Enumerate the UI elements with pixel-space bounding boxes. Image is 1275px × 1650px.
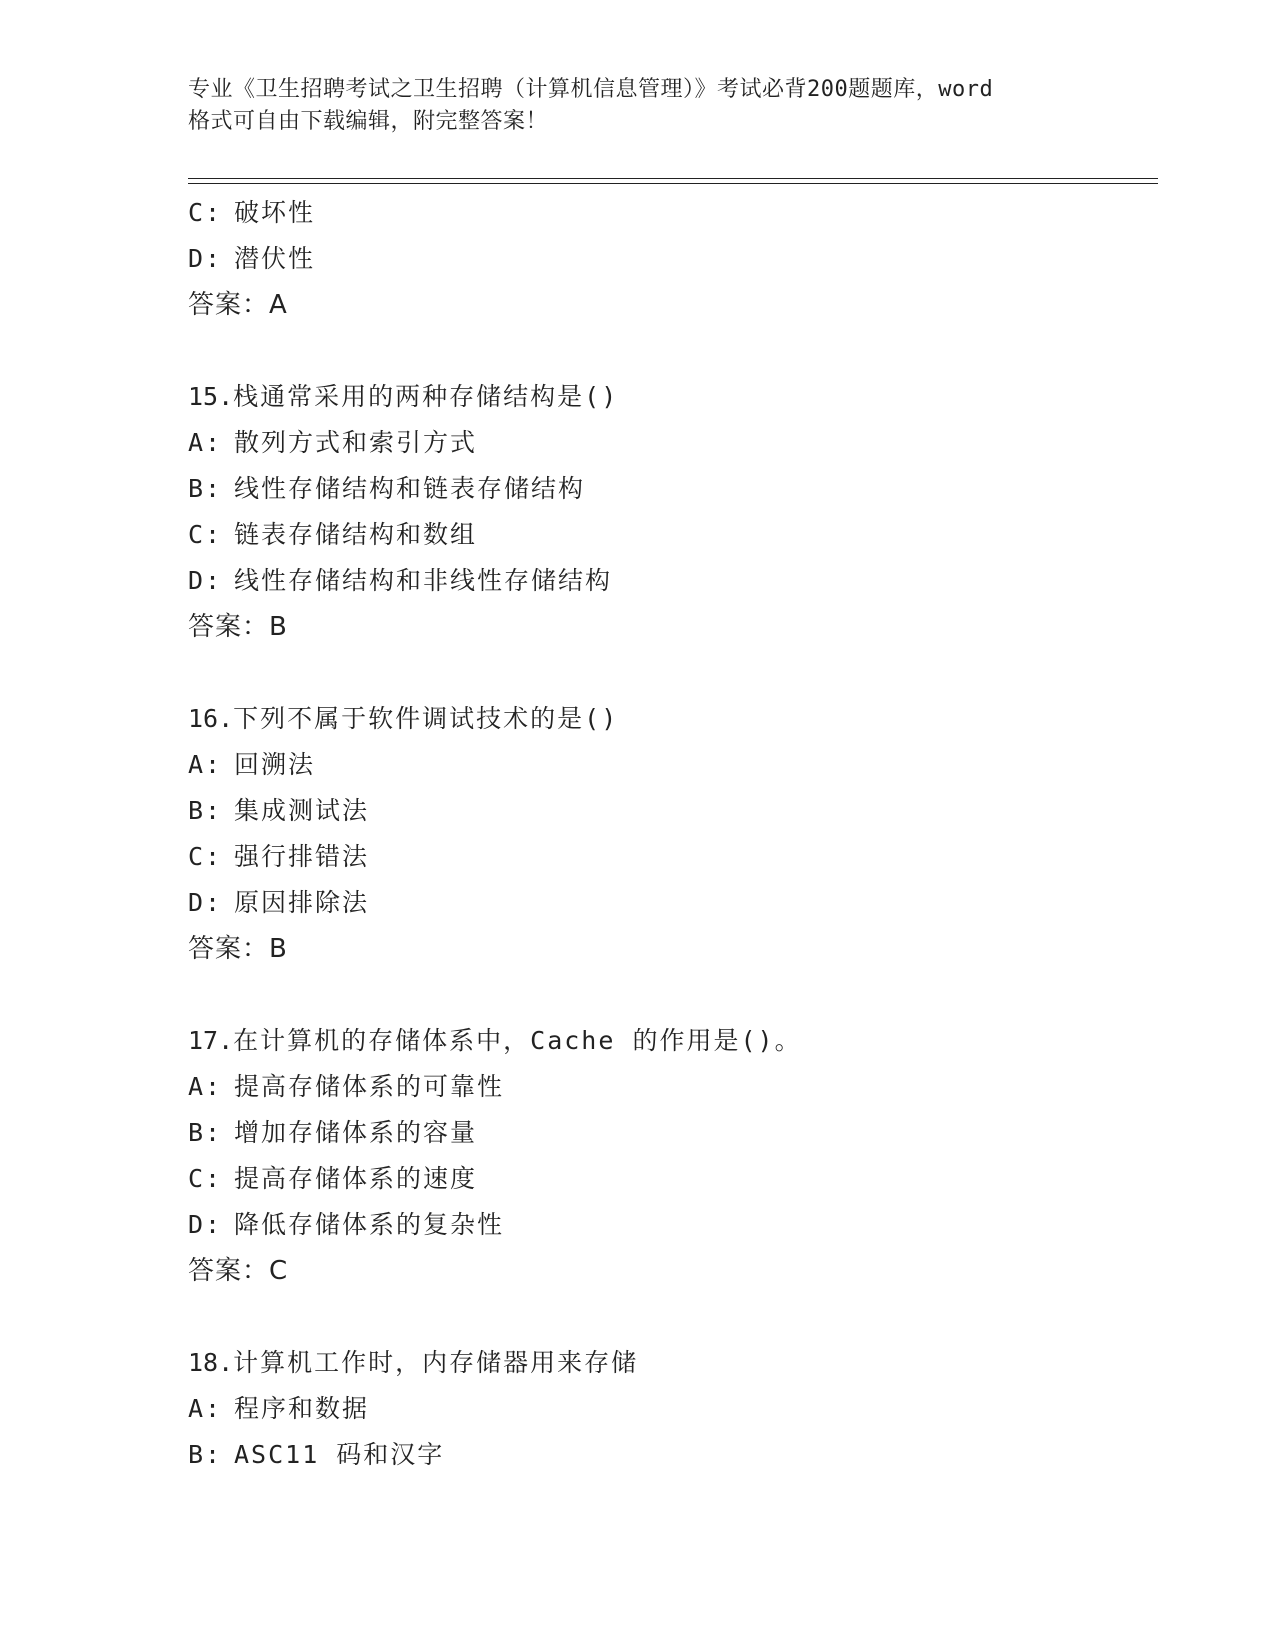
option-letter: D: xyxy=(188,888,223,917)
option-letter: D: xyxy=(188,566,223,595)
answer-line: 答案：C xyxy=(188,1256,289,1286)
option-text: 原因排除法 xyxy=(234,888,370,917)
header-divider-top xyxy=(188,178,1158,179)
option-letter: C: xyxy=(188,198,223,227)
option-letter: A: xyxy=(188,428,223,457)
question-number: 16. xyxy=(188,704,234,733)
question-stem: 计算机工作时，内存储器用来存储 xyxy=(233,1348,639,1377)
option-letter: B: xyxy=(188,474,223,503)
option-text: 提高存储体系的可靠性 xyxy=(234,1072,505,1101)
option-text: 集成测试法 xyxy=(234,796,370,825)
question-block-17 xyxy=(188,1018,1148,1294)
option-letter: B: xyxy=(188,796,223,825)
option-letter: A: xyxy=(188,750,223,779)
header-line-1: 专业《卫生招聘考试之卫生招聘（计算机信息管理）》考试必背200题题库，word xyxy=(188,77,994,102)
header-divider-bottom xyxy=(188,183,1158,184)
option-letter: C: xyxy=(188,1164,223,1193)
option-letter: D: xyxy=(188,1210,223,1239)
question-number: 17. xyxy=(188,1026,234,1055)
option-text: 链表存储结构和数组 xyxy=(234,520,478,549)
option-letter: C: xyxy=(188,520,223,549)
option-d xyxy=(188,558,1148,604)
option-a xyxy=(188,742,1148,788)
option-text: 线性存储结构和非线性存储结构 xyxy=(234,566,613,595)
question-block-16 xyxy=(188,696,1148,972)
answer-line: 答案：B xyxy=(188,612,288,642)
option-text: 降低存储体系的复杂性 xyxy=(234,1210,505,1239)
option-c xyxy=(188,1156,1148,1202)
option-c xyxy=(188,190,1148,236)
option-text: 散列方式和索引方式 xyxy=(234,428,478,457)
question-stem: 在计算机的存储体系中，Cache 的作用是()。 xyxy=(233,1026,802,1055)
option-a xyxy=(188,1386,1148,1432)
option-text: ASC11 码和汉字 xyxy=(234,1440,445,1469)
option-text: 线性存储结构和链表存储结构 xyxy=(234,474,586,503)
option-text: 程序和数据 xyxy=(234,1394,370,1423)
option-b xyxy=(188,788,1148,834)
header-line-2: 格式可自由下载编辑，附完整答案！ xyxy=(188,109,549,134)
option-d xyxy=(188,880,1148,926)
question-stem: 栈通常采用的两种存储结构是() xyxy=(233,382,619,411)
option-text: 提高存储体系的速度 xyxy=(234,1164,478,1193)
question-block-18 xyxy=(188,1340,1148,1478)
option-b xyxy=(188,1110,1148,1156)
option-b xyxy=(188,1432,1148,1478)
question-text xyxy=(188,374,1148,420)
question-list xyxy=(188,190,1148,1478)
option-letter: D: xyxy=(188,244,223,273)
option-letter: B: xyxy=(188,1118,223,1147)
question-number: 15. xyxy=(188,382,234,411)
option-text: 增加存储体系的容量 xyxy=(234,1118,478,1147)
question-number: 18. xyxy=(188,1348,234,1377)
option-text: 强行排错法 xyxy=(234,842,370,871)
option-letter: C: xyxy=(188,842,223,871)
option-d xyxy=(188,236,1148,282)
question-text xyxy=(188,696,1148,742)
answer-line: 答案：B xyxy=(188,934,288,964)
document-header xyxy=(188,74,1088,138)
question-block-partial xyxy=(188,190,1148,328)
option-a xyxy=(188,420,1148,466)
option-b xyxy=(188,466,1148,512)
question-stem: 下列不属于软件调试技术的是() xyxy=(233,704,619,733)
question-block-15 xyxy=(188,374,1148,650)
option-text: 潜伏性 xyxy=(234,244,316,273)
option-letter: A: xyxy=(188,1394,223,1423)
option-text: 破坏性 xyxy=(234,198,316,227)
option-text: 回溯法 xyxy=(234,750,316,779)
option-d xyxy=(188,1202,1148,1248)
option-letter: B: xyxy=(188,1440,223,1469)
option-c xyxy=(188,512,1148,558)
option-c xyxy=(188,834,1148,880)
question-text xyxy=(188,1340,1148,1386)
question-text xyxy=(188,1018,1148,1064)
option-a xyxy=(188,1064,1148,1110)
option-letter: A: xyxy=(188,1072,223,1101)
answer-line: 答案：A xyxy=(188,290,288,320)
